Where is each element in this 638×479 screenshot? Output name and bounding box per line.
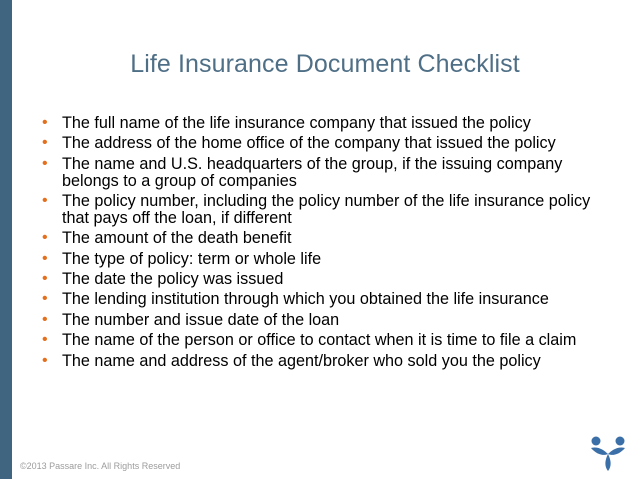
bullet-dot-icon: •: [42, 269, 48, 287]
passare-logo-icon: [588, 434, 628, 472]
bullet-text: The policy number, including the policy number of the life insurance policy that pays off the loan, if different: [62, 191, 591, 227]
bullet-item: [42, 312, 612, 329]
bullet-text: The type of policy: term or whole life: [62, 249, 322, 268]
bullet-dot-icon: •: [42, 134, 48, 152]
bullet-dot-icon: •: [42, 154, 48, 172]
bullet-text: The full name of the life insurance company that issued the policy: [62, 114, 531, 132]
bullet-text: The number and issue date of the loan: [62, 310, 340, 329]
bullet-item: [42, 251, 612, 268]
bullet-dot-icon: •: [42, 229, 48, 247]
bullet-dot-icon: •: [42, 310, 48, 328]
bullet-text: The amount of the death benefit: [62, 229, 292, 248]
slide-title: Life Insurance Document Checklist: [130, 50, 520, 78]
bullet-item: [42, 332, 612, 349]
bullet-item: [42, 156, 612, 190]
left-accent-bar: [0, 0, 12, 479]
bullet-dot-icon: •: [42, 114, 48, 131]
bullet-item: [42, 135, 612, 152]
bullet-item: [42, 230, 612, 247]
bullet-item: [42, 193, 612, 227]
bullet-dot-icon: •: [42, 331, 48, 349]
bullet-item: [42, 353, 612, 370]
bullet-text: The address of the home office of the company that issued the policy: [62, 134, 556, 153]
bullet-text: The name and U.S. headquarters of the group, if the issuing company belongs to a group of companies: [62, 154, 563, 190]
bullet-dot-icon: •: [42, 249, 48, 267]
bullet-dot-icon: •: [42, 191, 48, 209]
bullet-text: The name and address of the agent/broker who sold you the policy: [62, 351, 541, 370]
bullet-text: The lending institution through which you obtained the life insurance: [62, 290, 549, 309]
copyright-footer: ©2013 Passare Inc. All Rights Reserved: [20, 461, 181, 471]
bullet-item: [42, 115, 612, 132]
bullet-dot-icon: •: [42, 290, 48, 308]
bullet-item: [42, 291, 612, 308]
bullet-list: [42, 115, 612, 373]
bullet-text: The date the policy was issued: [62, 269, 284, 288]
bullet-item: [42, 271, 612, 288]
bullet-dot-icon: •: [42, 351, 48, 369]
bullet-text: The name of the person or office to contact when it is time to file a claim: [62, 331, 577, 350]
